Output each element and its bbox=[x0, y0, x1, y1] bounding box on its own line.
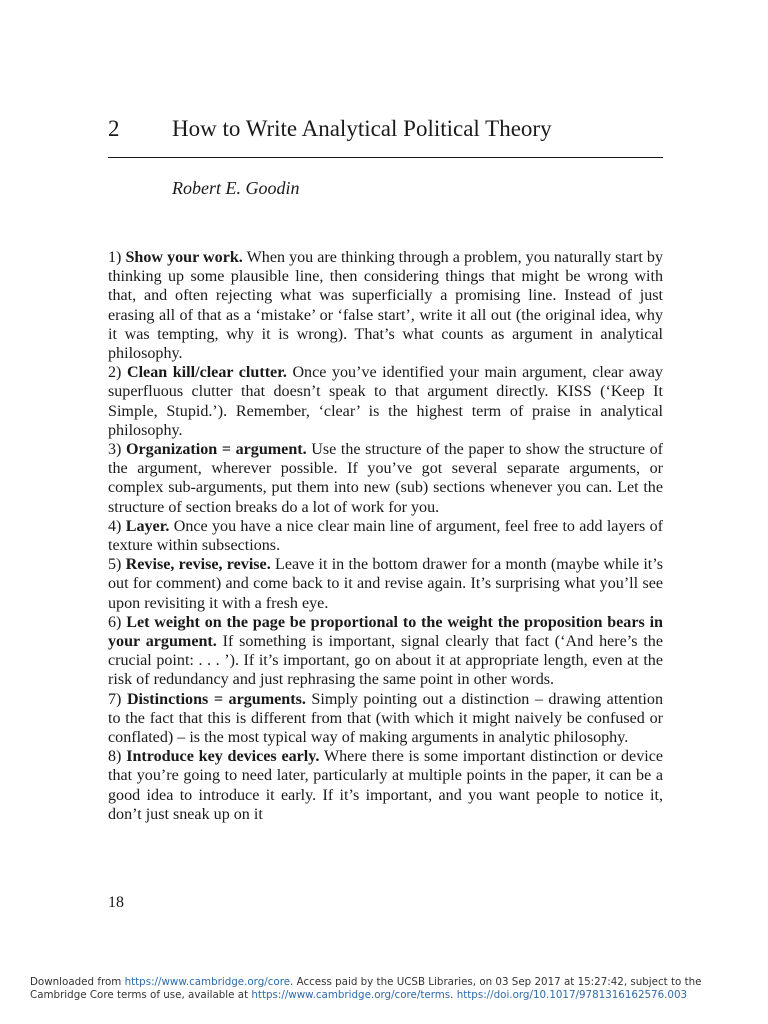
chapter-number: 2 bbox=[108, 116, 120, 141]
list-item bbox=[108, 440, 663, 517]
item-text: Where there is some important distinction or device that you’re going to need later, particularly at multiple points in the paper, it can be a good idea to introduce it early. If it’s important, and you want people to notice it, don’t just sneak up on it bbox=[108, 748, 664, 823]
item-number: 6) bbox=[108, 613, 122, 631]
chapter-author: Robert E. Goodin bbox=[172, 178, 300, 198]
item-heading: Revise, revise, revise. bbox=[125, 556, 271, 574]
list-item bbox=[108, 747, 663, 824]
core-link[interactable]: https://www.cambridge.org/core bbox=[124, 976, 291, 988]
item-heading: Layer. bbox=[125, 517, 170, 535]
heading-rule bbox=[108, 157, 663, 158]
footer-line-2 bbox=[30, 989, 738, 1002]
list-item bbox=[108, 690, 663, 748]
item-heading: Let weight on the page be proportional to the weight the proposition bears in your argument. bbox=[108, 613, 663, 651]
list-item bbox=[108, 248, 663, 363]
page-number: 18 bbox=[108, 894, 124, 911]
item-heading: Organization = argument. bbox=[126, 441, 307, 459]
item-text: Simply pointing out a distinction – drawing attention to the fact that this is different from that (with which it might naively be confused or conflated) – is the most typical way of making arguments in analytic philosophy. bbox=[108, 690, 663, 747]
list-item bbox=[108, 363, 663, 440]
item-heading: Show your work. bbox=[125, 249, 243, 266]
footer-text: Cambridge Core terms of use, available at bbox=[30, 989, 252, 1001]
item-text: If something is important, signal clearly that fact (‘And here’s the crucial point: . . . ’). If it’s important, go on about it at appropriate length, even at the risk of redundancy and just rephrasing the same point in other words. bbox=[108, 633, 663, 689]
chapter-title: How to Write Analytical Political Theory bbox=[172, 116, 552, 141]
item-number: 2) bbox=[108, 364, 122, 382]
chapter-heading bbox=[108, 113, 663, 145]
item-number: 7) bbox=[108, 690, 122, 708]
item-heading: Clean kill/clear clutter. bbox=[126, 364, 287, 382]
item-number: 3) bbox=[108, 441, 122, 459]
item-number: 4) bbox=[108, 517, 122, 535]
item-number: 1) bbox=[108, 249, 122, 266]
footer-text: . bbox=[450, 989, 457, 1001]
item-number: 5) bbox=[108, 556, 122, 574]
item-text: Use the structure of the paper to show the structure of the argument, wherever possible. If you’ve got several separate arguments, or complex sub-arguments, put them into new (sub) sections whenever you can. Let the structure of section breaks do a lot of work for you. bbox=[108, 441, 664, 516]
footer-text: . Access paid by the UCSB Libraries, on 03 Sep 2017 at 15:27:42, subject to the bbox=[290, 976, 702, 988]
doi-link[interactable]: https://doi.org/10.1017/9781316162576.003 bbox=[456, 989, 688, 1001]
list-item bbox=[108, 613, 663, 690]
list-item bbox=[108, 517, 663, 555]
item-heading: Distinctions = arguments. bbox=[126, 690, 306, 708]
download-footer bbox=[30, 976, 738, 1002]
list-item bbox=[108, 555, 663, 613]
footer-text: Downloaded from bbox=[30, 976, 125, 988]
item-text: When you are thinking through a problem, you naturally start by thinking up some plausible line, then considering things that might be wrong with that, and often rejecting what was superficially a promising line. Instead of just erasing all of that as a ‘mistake’ or ‘false start’, write it all out (the original idea, why it was tempting, why it is wrong). That’s what counts as argument in analytical philosophy. bbox=[108, 249, 663, 363]
item-text: Once you have a nice clear main line of argument, feel free to add layers of texture within subsections. bbox=[108, 517, 663, 555]
footer-line-1 bbox=[30, 976, 738, 989]
terms-link[interactable]: https://www.cambridge.org/core/terms bbox=[251, 989, 451, 1001]
item-text: Once you’ve identified your main argument, clear away superfluous clutter that doesn’t speak to that argument directly. KISS (‘Keep It Simple, Stupid.’). Remember, ‘clear’ is the highest term of praise in analytical philosophy. bbox=[108, 364, 663, 439]
item-text: Leave it in the bottom drawer for a month (maybe while it’s out for comment) and come back to it and revise again. It’s surprising what you’ll see upon revisiting it with a fresh eye. bbox=[108, 556, 664, 612]
body-text bbox=[108, 248, 663, 824]
item-number: 8) bbox=[108, 748, 122, 766]
item-heading: Introduce key devices early. bbox=[126, 748, 320, 766]
